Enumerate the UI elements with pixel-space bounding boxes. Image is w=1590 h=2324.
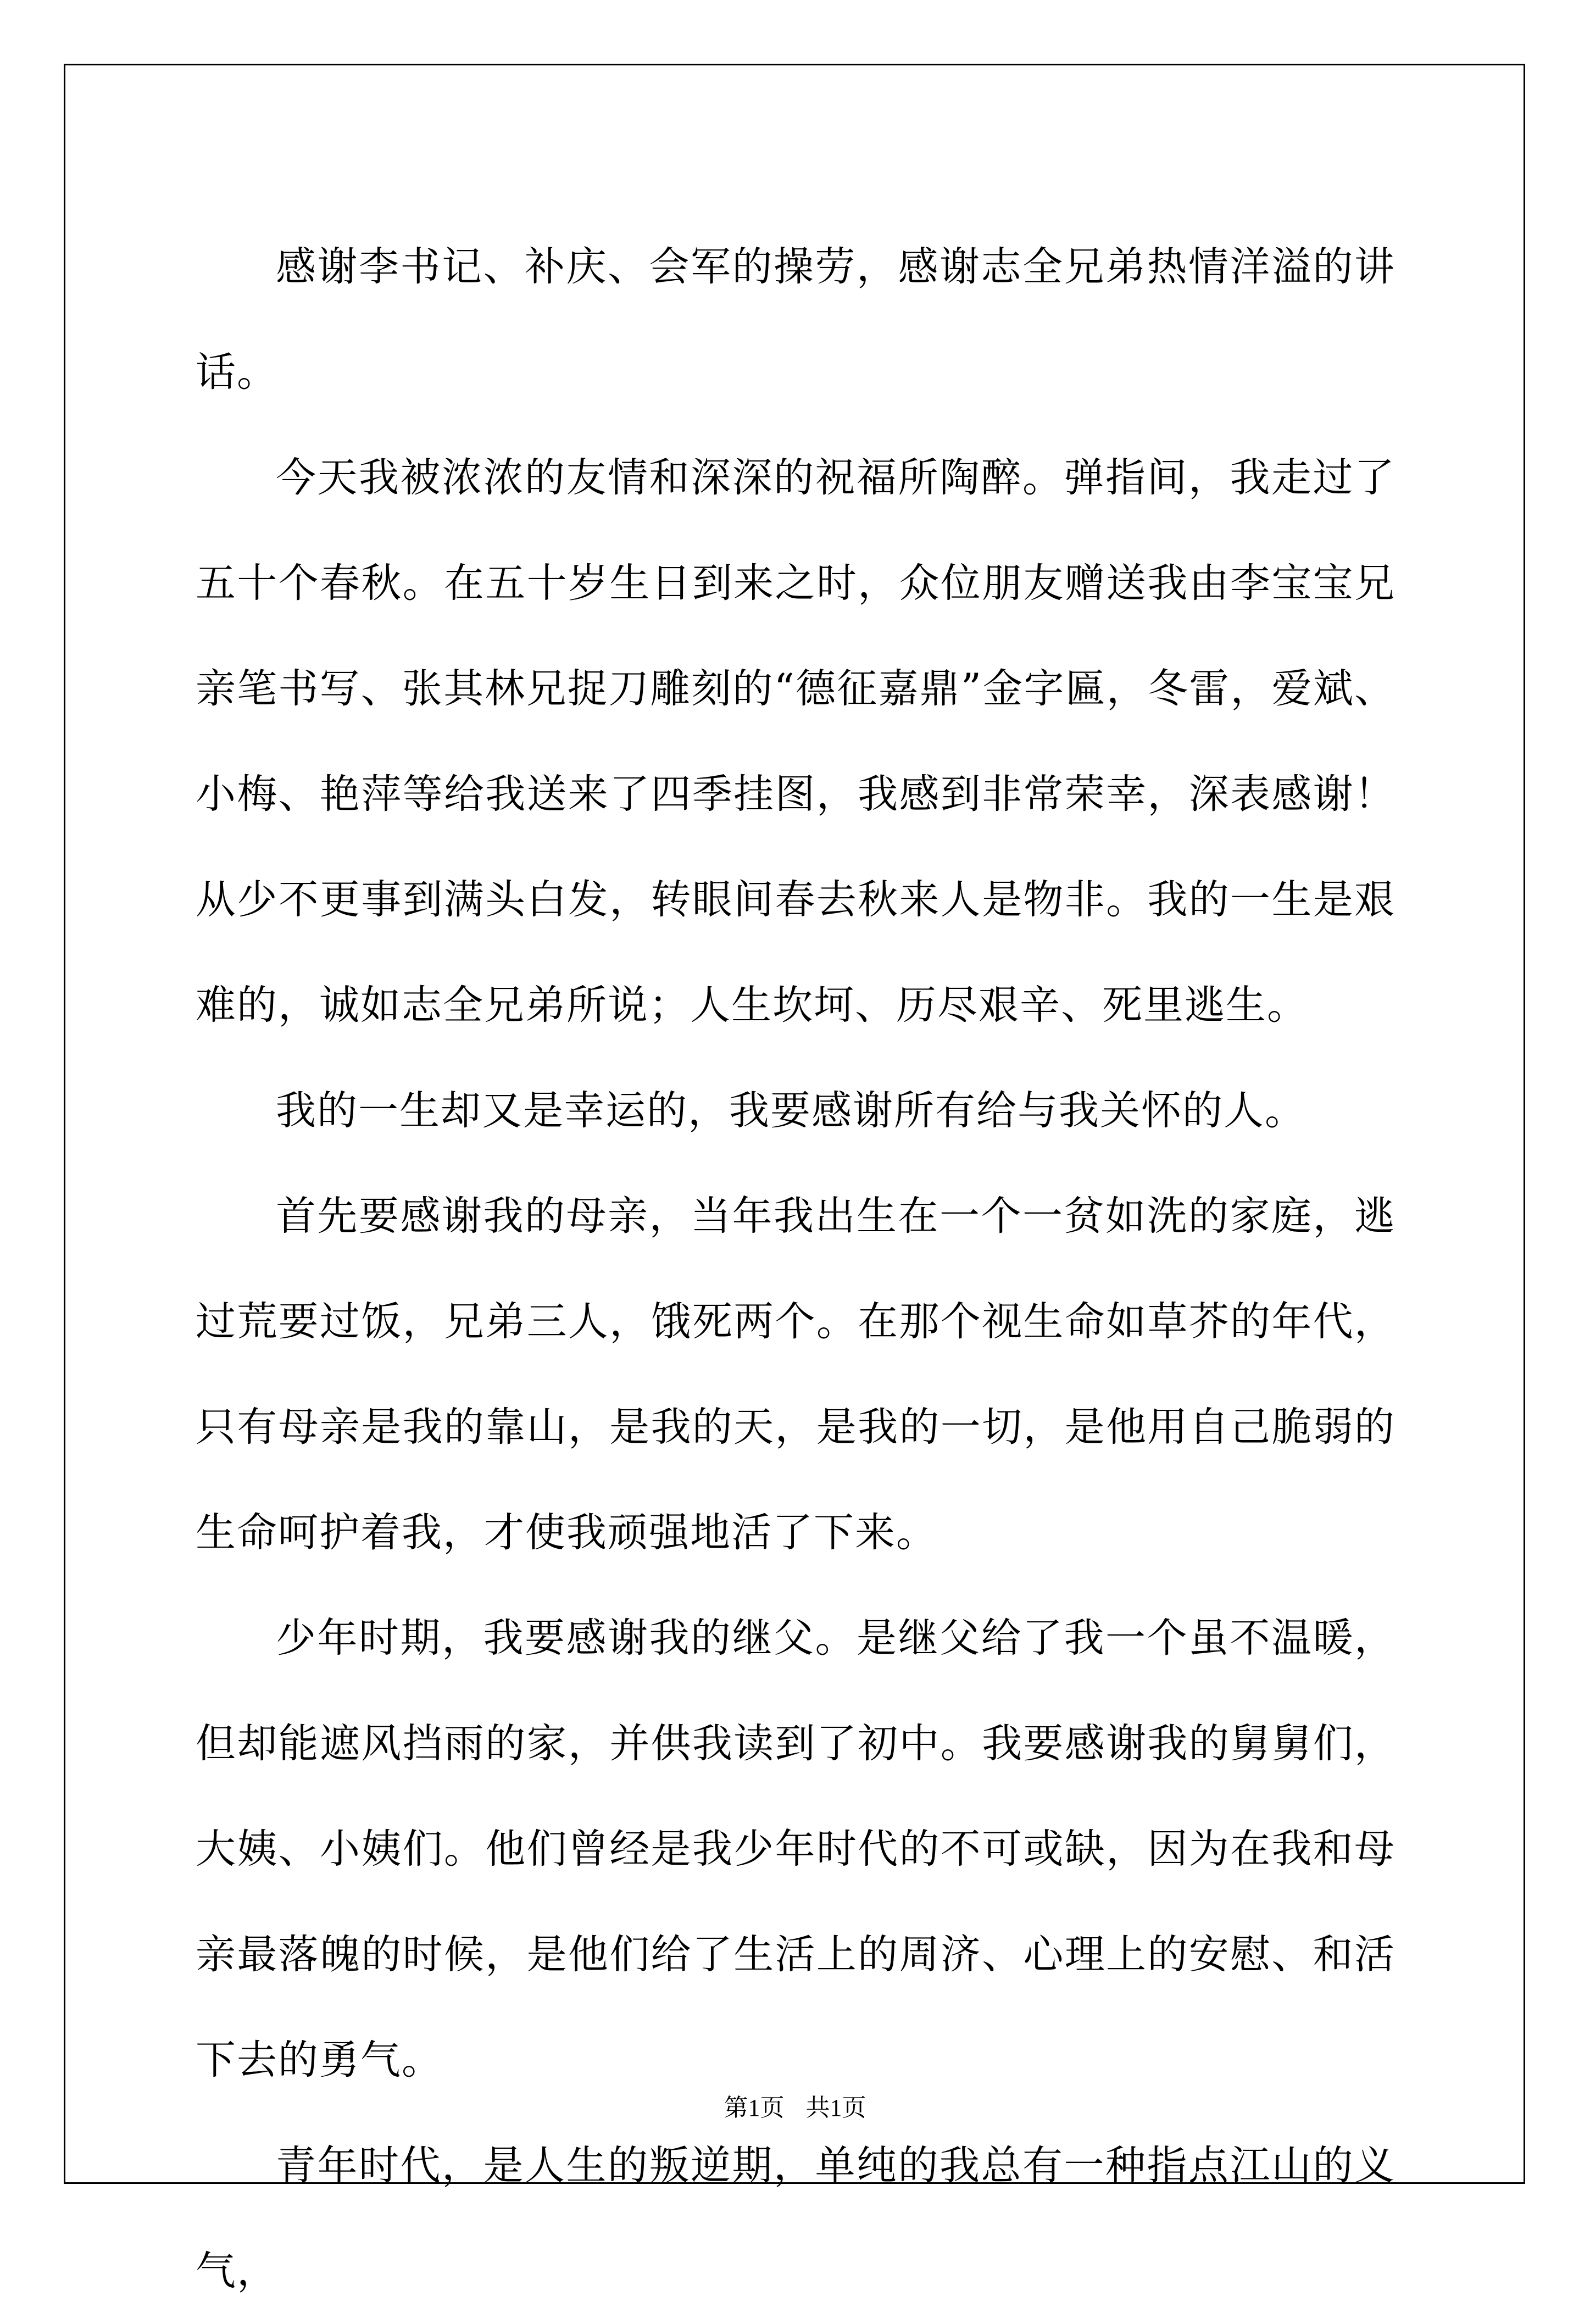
- paragraph-youth: 青年时代，是人生的叛逆期，单纯的我总有一种指点江山的义气，: [196, 2142, 1396, 2294]
- document-body: [196, 214, 1396, 2324]
- page-total: 共1页: [805, 2094, 866, 2121]
- paragraph-stepfather: 少年时期，我要感谢我的继父。是继父给了我一个虽不温暖，但却能遮风挡雨的家，并供我读到了初中。我要感谢我的舅舅们，大姨、小姨们。他们曾经是我少年时代的不可或缺，因为在我和母亲最落魄的时候，是他们给了生活上的周济、心理上的安慰、和活下去的勇气。: [196, 1615, 1396, 2083]
- paragraph-fifty-years: 今天我被浓浓的友情和深深的祝福所陶醉。弹指间，我走过了五十个春秋。在五十岁生日到来之时，众位朋友赠送我由李宝宝兄亲笔书写、张其林兄捉刀雕刻的“德征嘉鼎”金字匾，冬雷，爱斌、小梅、艳萍等给我送来了四季挂图，我感到非常荣幸，深表感谢！ 从少不更事到满头白发，转眼间春去秋来人是物非。我的一生是艰难的，诚如志全兄弟所说；人生坎坷、历尽艰辛、死里逃生。: [196, 454, 1396, 1028]
- paragraph-mother: 首先要感谢我的母亲，当年我出生在一个一贫如洗的家庭，逃过荒要过饭，兄弟三人，饿死两个。在那个视生命如草芥的年代，只有母亲是我的靠山，是我的天，是我的一切，是他用自己脆弱的生命呵护着我，才使我顽强地活了下来。: [196, 1193, 1396, 1556]
- paragraph-thanks-opening: 感谢李书记、补庆、会军的操劳，感谢志全兄弟热情洋溢的讲话。: [196, 243, 1396, 396]
- paragraph-fortunate-life: 我的一生却又是幸运的，我要感谢所有给与我关怀的人。: [276, 1087, 1306, 1134]
- page-number: 第1页: [724, 2094, 785, 2121]
- page-footer: [0, 2088, 1590, 2123]
